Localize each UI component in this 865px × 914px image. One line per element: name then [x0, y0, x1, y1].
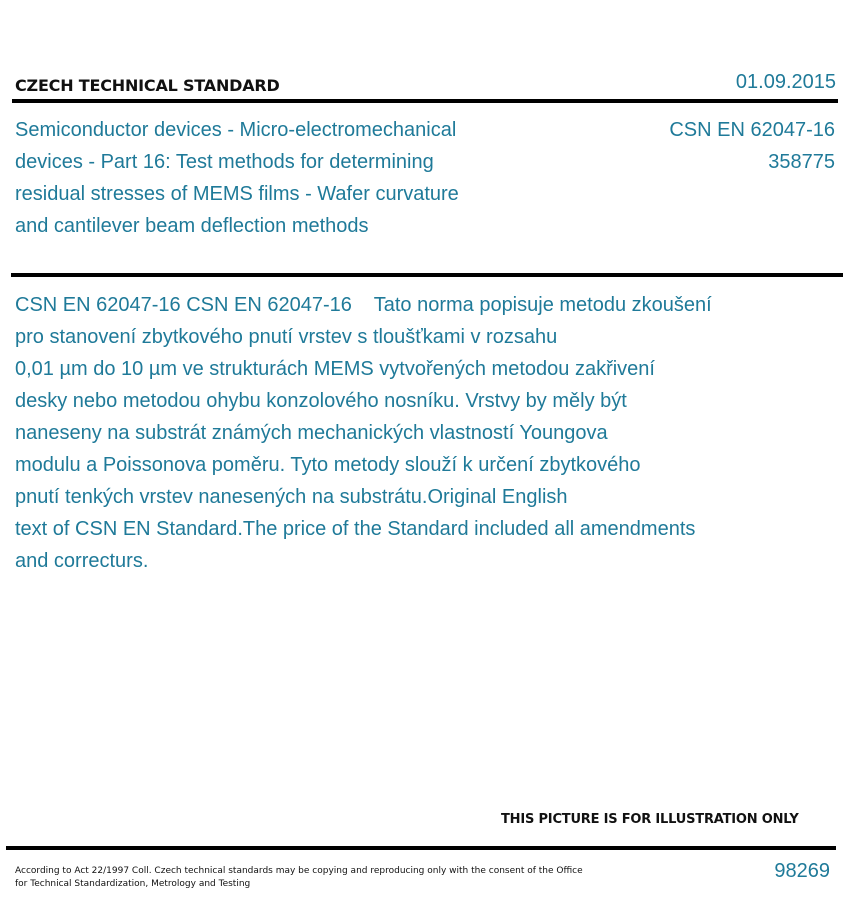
bottom-rule [6, 846, 836, 850]
publication-date: 01.09.2015 [735, 71, 836, 93]
copyright-note [15, 865, 615, 891]
section-rule [11, 273, 843, 277]
copyright-line: According to Act 22/1997 Coll. Czech technical standards may be copying and reproducing only with the consent of the Office [15, 866, 583, 876]
description-line: pnutí tenkých vrstev nanesených na substrátu.Original English [15, 486, 568, 508]
description-line: naneseny na substrát známých mechanických vlastností Youngova [15, 422, 608, 444]
top-rule [12, 99, 838, 103]
standard-description [15, 289, 775, 577]
title-line: and cantilever beam deflection methods [15, 215, 369, 237]
description-line: text of CSN EN Standard.The price of the Standard included all amendments [15, 518, 696, 540]
title-line: devices - Part 16: Test methods for determining [15, 151, 434, 173]
product-id: 98269 [774, 860, 830, 882]
standard-codes [669, 114, 835, 178]
copyright-line: for Technical Standardization, Metrology and Testing [15, 879, 251, 889]
title-line: Semiconductor devices - Micro-electromechanical [15, 119, 457, 141]
description-line: pro stanovení zbytkového pnutí vrstev s tloušťkami v rozsahu [15, 326, 558, 348]
description-line: and correcturs. [15, 550, 149, 572]
illustration-note: THIS PICTURE IS FOR ILLUSTRATION ONLY [501, 812, 799, 827]
description-line: 0,01 µm do 10 µm ve strukturách MEMS vytvořených metodou zakřivení [15, 358, 655, 380]
standard-title [15, 114, 515, 242]
standard-code: CSN EN 62047-16 [669, 119, 835, 141]
standard-number: 358775 [768, 151, 835, 173]
title-line: residual stresses of MEMS films - Wafer curvature [15, 183, 459, 205]
description-line: modulu a Poissonova poměru. Tyto metody slouží k určení zbytkového [15, 454, 641, 476]
standard-label: CZECH TECHNICAL STANDARD [15, 76, 280, 95]
description-line: desky nebo metodou ohybu konzolového nosníku. Vrstvy by měly být [15, 390, 627, 412]
description-line: CSN EN 62047-16 CSN EN 62047-16 Tato norma popisuje metodu zkoušení [15, 294, 712, 316]
